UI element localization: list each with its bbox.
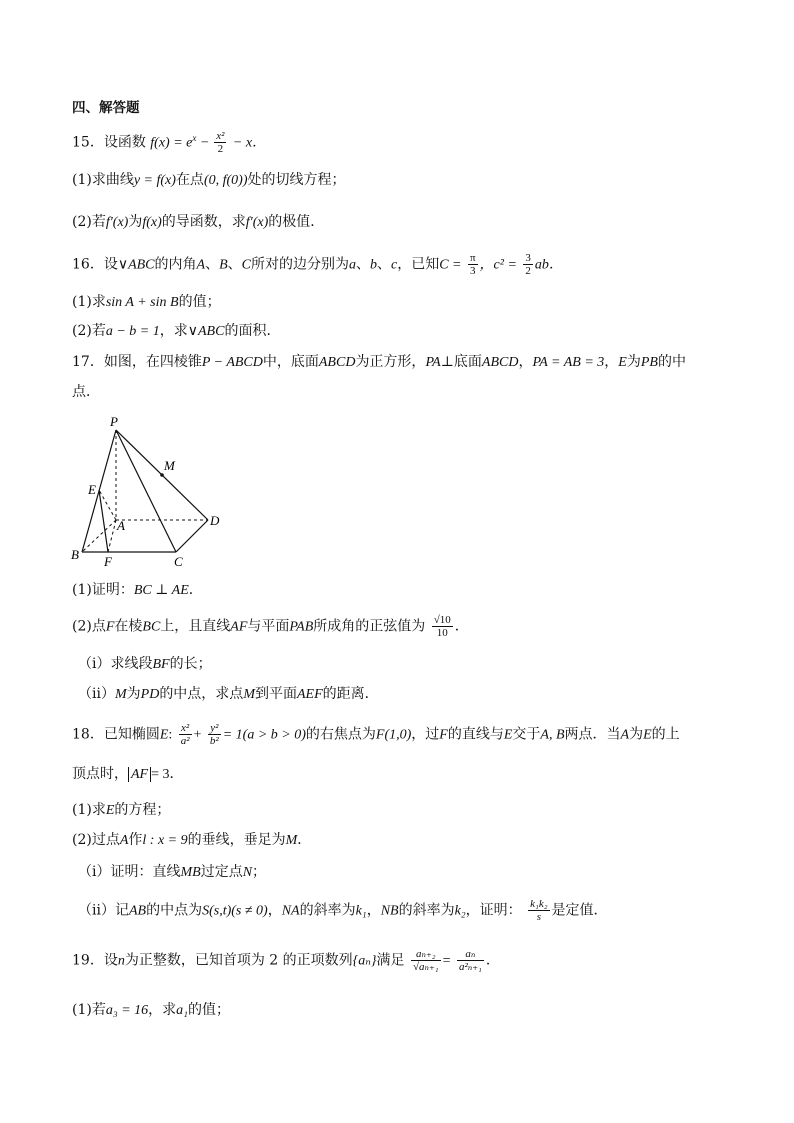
q18-x-fraction [179,722,192,747]
q16-b: b [370,257,377,273]
q18-sub1-c: ； [252,864,267,880]
q18-line2-a: 顶点时， [72,766,128,782]
q18-sub2-c: ， [267,902,282,919]
q18-A: A [620,727,630,743]
q18-b2: b² [209,735,219,747]
q16-sep1: 、 [205,256,220,273]
q19-rhs-fraction [457,948,484,973]
q18-colon: : [168,727,173,743]
q16-stem [72,252,563,277]
q18-AB2: AB [128,903,147,919]
q16-cond2-den: 2 [525,265,531,277]
q16-part1-label: (1) [72,294,92,310]
label-A: A [117,518,125,533]
q17-part1-expr: BC ⊥ AE [133,583,189,598]
q18-number: 18． [72,726,104,743]
q17-part2-e: 所成角的正弦值为 [313,618,426,635]
q17-PAB: PAB [289,619,314,635]
q18-k2: k₂ [454,903,466,919]
q15-stem-prefix: 设函数 [103,134,146,151]
q16-cond2-lhs: ，c² = [479,257,517,273]
q17-line1-e: ， [604,354,619,370]
q15-part1-pt: (0, f(0)) [203,173,248,188]
q19-n: n [117,953,125,969]
q18-a2txt: 的右焦点为 [305,726,376,743]
q17-sqrt10: √10 [433,614,451,626]
q18-sub1-label: （ⅰ） [78,864,111,880]
q16-pi-fraction [468,252,478,277]
q16-stem-d: ，已知 [397,256,440,273]
q16-part1-a: 求 [91,294,106,310]
q17-part1-b: ． [188,582,203,598]
q18-NA: NA [281,903,300,919]
q19-lhs-fraction [411,948,441,973]
q17-sub2-b: 的中点，求点 [159,686,244,702]
q17-pa: PA [425,355,441,370]
q17-base2: ABCD [481,355,519,370]
q18-part1-a: 求 [91,802,106,818]
q19-part1-b: ，求 [148,1002,177,1018]
q17-line1-f: 为 [626,354,641,370]
q17-PB: PB [640,355,658,370]
q16-number: 16． [72,256,104,273]
q15-frac-den: 2 [217,143,224,155]
q18-sub2-d: 的斜率为 [299,902,356,919]
q19-eq: = [442,953,451,969]
q18-a4: 的直线与 [447,726,504,743]
q17-sub1-a: 求线段 [110,656,153,672]
q15-part2-b: 为 [128,214,143,230]
q19-stem [72,948,500,973]
q18-y2: y² [208,722,221,735]
q15-part1-a: 求曲线 [91,172,134,188]
q15-frac-num: x² [216,130,225,142]
q18-part1-label: (1) [72,802,92,818]
q17-part2-c: 上，且直线 [160,618,231,635]
q18-stem-line2 [72,764,184,785]
q17-sub2-label: （ⅱ） [78,686,115,702]
q18-part2 [72,830,311,851]
q17-line1-d: ， [518,354,533,370]
q18-part2-label: (2) [72,832,92,848]
q17-stem-line1 [72,352,686,373]
q17-line1-g: 的中 [657,354,686,370]
q15-part1 [72,170,345,191]
q16-sep2: 、 [227,256,242,273]
q18-sub2-h: 是定值． [551,902,608,919]
q15-fx-sup: x [192,132,197,143]
q19-part1-a: 若 [91,1002,106,1018]
q16-stem-c: 所对的边分别为 [251,256,349,273]
q17-sub2-M: M [114,687,127,702]
q19-a3: 满足 [376,952,405,969]
q18-a8: 的上 [651,726,680,743]
q18-a6: 两点．当 [564,726,621,743]
q17-sub2-c: 到平面 [254,686,297,702]
label-F: F [104,554,112,569]
q19-part1-c: 的值； [188,1002,231,1018]
q18-sub2-b: 的中点为 [146,902,203,919]
q15-part2-fx: f(x) [142,215,162,230]
segment-AF [108,520,116,552]
q17-sub1 [78,654,212,675]
q18-sub2-a: 记 [114,902,129,919]
q17-sub2-M2: M [243,687,255,702]
q18-part1-b: 的方程； [114,802,171,818]
q15-fx-tail: − x． [232,135,267,151]
q16-part2-tri: ∨ABC [187,324,225,339]
q18-y-fraction [208,722,221,747]
q19-part1 [72,1000,230,1021]
q16-a: a [349,257,356,273]
q18-a3: ，过 [411,726,440,743]
q18-part2-c: 的垂线，垂足为 [187,832,286,848]
q19-part1-expr: a₃ = 16 [105,1003,149,1018]
q15-part2-fp: f′(x) [105,215,129,230]
q18-rhs: = 1(a > b > 0) [222,727,306,743]
label-P: P [110,414,118,429]
q18-MB: MB [180,865,201,880]
q18-k1: k₁ [355,903,367,919]
label-E: E [88,482,96,497]
pyramid-figure [68,410,238,570]
q16-part1-expr: sin A + sin B [105,295,179,310]
q18-N: N [242,865,253,880]
q18-x2: x² [179,722,192,735]
segment-EF [99,490,108,552]
q17-line1: 如图，在四棱锥 [103,354,202,370]
edge-CD [176,520,208,552]
q18-a7: 为 [629,726,644,743]
q18-E: E [159,727,169,743]
q16-A: A [196,257,206,273]
q16-B: B [219,257,228,273]
label-C: C [174,554,183,569]
q18-AF: AF [128,767,151,782]
q18-AB: A, B [540,727,565,743]
q15-part2-a: 若 [91,214,106,230]
label-M: M [164,458,175,473]
q17-sine-fraction [432,614,453,639]
q18-sub1 [78,862,266,883]
q17-sub1-b: 的长； [169,656,212,672]
q17-part2-label: (2) [72,618,92,635]
q18-sub2 [78,898,608,923]
q18-a1: 已知椭圆 [103,726,160,743]
q16-c: c [391,257,398,273]
q18-a5: 交于 [512,726,541,743]
q18-sub2-label: （ⅱ） [78,902,115,919]
q16-part2-b: ，求 [159,323,188,339]
q17-part1-label: (1) [72,582,92,598]
q18-frac-num: k₁k₂ [530,898,548,910]
q18-sub2-f: 的斜率为 [398,902,455,919]
q19-a1: 设 [103,952,118,969]
q18-sub1-b: 过定点 [200,864,243,880]
q15-part1-c: 处的切线方程； [247,172,346,188]
q15-part2-c: 的导函数，求 [161,214,246,230]
q19-part1-label: (1) [72,1002,92,1018]
q19-rhs-den: a²ₙ₊₁ [458,961,482,973]
q17-stem-line2: 点． [72,384,100,400]
q19-seq: {aₙ} [352,953,377,969]
q16-cond1-lhs: C = [439,257,462,273]
q17-part2-a: 点 [91,618,106,635]
q17-eq: PA = AB = 3 [532,355,605,370]
q16-part1 [72,292,221,313]
q15-number: 15． [72,134,104,151]
q15-part1-label: (1) [72,172,92,188]
q16-pi: π [469,252,476,264]
q15-part2-d: 的极值． [268,214,325,230]
q15-stem: 15．设函数 $f(x) = e^x$ − $\frac{\text{x²}}{2}$ − x． [72,130,267,155]
q18-part2-d: ． [297,832,312,848]
q18-plus: + [193,727,202,743]
label-B: B [71,547,79,562]
q17-part2-d: 与平面 [247,618,290,635]
pyramid-diagram [68,410,238,570]
q17-base: ABCD [318,355,356,370]
q19-part1-a1: a₁ [176,1003,189,1018]
q18-frac-den: s [536,911,541,923]
q16-part2-label: (2) [72,323,92,339]
q18-part2-A: A [119,833,129,848]
edge-PC [116,430,176,552]
q17-perp: ⊥底面 [440,354,482,370]
q15-fraction [214,130,226,155]
q15-part2-label: (2) [72,214,92,230]
q18-part1 [72,800,170,821]
q18-E3: E [643,727,652,743]
q16-tri: ∨ABC [117,257,155,273]
q18-focus: F(1,0) [375,727,412,743]
q16-cond2-num: 3 [525,252,531,264]
q16-part2 [72,321,280,342]
q16-three-halves [523,252,533,277]
q16-part2-a: 若 [91,323,106,339]
q19-a4: ． [485,952,500,969]
q16-part2-expr: a − b = 1 [105,324,160,339]
q16-sep3: 、 [356,256,370,273]
q18-stem-line1 [72,722,680,747]
q16-part1-b: 的值； [178,294,221,310]
q18-part2-b: 作 [128,832,143,848]
q17-sub2 [78,684,379,705]
q17-line1-b: 中，底面 [262,354,319,370]
q17-part1 [72,580,203,601]
q18-part2-M: M [285,833,298,848]
q18-line2-b: = 3． [151,767,184,782]
q17-F: F [105,619,115,635]
q18-sub1-a: 证明：直线 [110,864,181,880]
q17-sub2-a: 为 [126,686,141,702]
q15-part2 [72,212,324,233]
q17-part1-a: 证明： [91,582,134,598]
q16-stem-b: 的内角 [154,256,197,273]
q19-a2: 为正整数，已知首项为 2 的正项数列 [124,952,353,969]
q17-line1-c: 为正方形， [355,354,426,370]
q17-number: 17． [72,354,104,370]
q18-sub2-e: ， [366,902,381,919]
q17-PD: PD [140,687,160,702]
q16-cond2-tail: ab． [534,257,563,273]
q17-pyr: P − ABCD [201,355,263,370]
q18-part1-E: E [105,803,115,818]
q18-NB: NB [380,903,399,919]
q19-number: 19． [72,952,104,969]
q19-rhs-num: aₙ [457,948,484,961]
edge-AB [82,520,116,552]
q18-sub2-g: ，证明： [465,902,522,919]
q17-part2-b: 在棱 [114,618,143,635]
point-M [160,473,164,477]
q17-AEF: AEF [296,687,323,702]
q17-part2 [72,614,469,639]
q17-sub2-d: 的距离． [322,686,379,702]
q17-sub1-label: （ⅰ） [78,656,111,672]
q16-sep4: 、 [377,256,391,273]
q17-AF: AF [230,619,248,635]
q17-ten: 10 [436,627,448,639]
q15-part2-fp2: f′(x) [245,215,269,230]
q17-E: E [618,355,627,370]
q15-part1-b: 在点 [175,172,204,188]
q15-part1-eq: y = f(x) [133,173,176,188]
q15-fx: f(x) = e [150,135,193,151]
q19-lhs-num: aₙ₊₂ [411,948,441,961]
q19-lhs-den: √aₙ₊₁ [412,961,439,973]
section-title: 四、解答题 [72,100,140,116]
q18-F: F [439,727,448,743]
q18-part2-l: l : x = 9 [142,833,188,848]
q17-BC: BC [142,619,161,635]
q18-a2: a² [180,735,190,747]
q18-E2: E [503,727,513,743]
q17-part2-f: ． [454,618,469,635]
q16-C: C [241,257,251,273]
q16-stem-a: 设 [103,256,118,273]
q18-slope-fraction [528,898,549,923]
q17-BF: BF [152,657,170,672]
label-D: D [210,513,220,528]
q18-part2-a: 过点 [91,832,120,848]
q16-three: 3 [470,265,476,277]
q16-part2-c: 的面积． [224,323,281,339]
q18-S: S(s,t)(s ≠ 0) [202,903,268,919]
